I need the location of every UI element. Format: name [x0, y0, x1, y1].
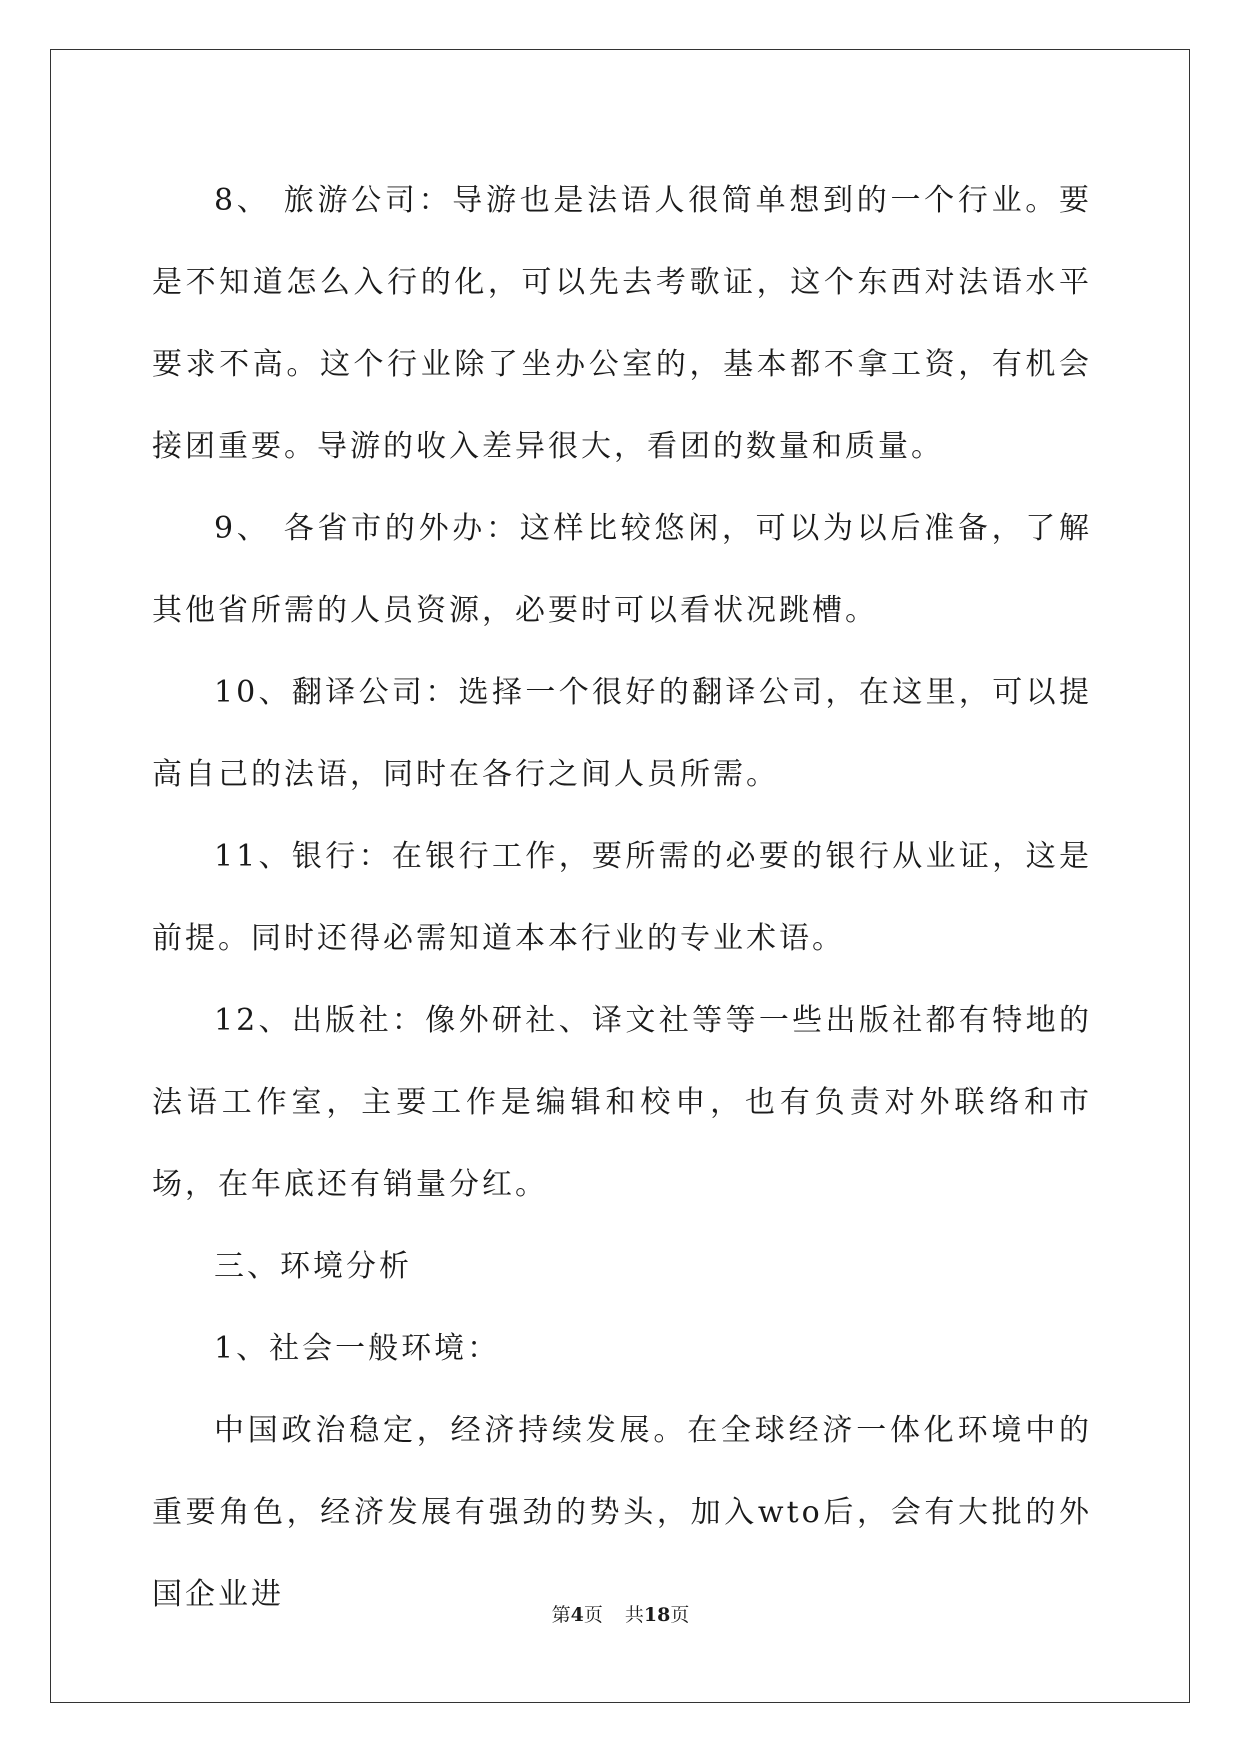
footer-total-suffix: 页: [670, 1604, 690, 1626]
footer-page-suffix: 页: [583, 1604, 603, 1626]
paragraph-publisher: 12、出版社：像外研社、译文社等等一些出版社都有特地的法语工作室，主要工作是编辑和校申，也有负责对外联络和市场，在年底还有销量分红。: [152, 1003, 1092, 1202]
footer-total-prefix: 共: [624, 1604, 644, 1626]
paragraph-travel-agency: 8、 旅游公司：导游也是法语人很简单想到的一个行业。要是不知道怎么入行的化，可以先去考歌证，这个东西对法语水平要求不高。这个行业除了坐办公室的，基本都不拿工资，有机会接团重要。导游的收入差异很大，看团的数量和质量。: [152, 183, 1092, 464]
footer-page-number: 4: [570, 1604, 584, 1626]
paragraph-bank: 11、银行：在银行工作，要所需的必要的银行从业证，这是前提。同时还得必需知道本本行业的专业术语。: [152, 839, 1092, 956]
page-footer: [0, 1600, 1241, 1627]
footer-total-number: 18: [643, 1604, 671, 1626]
document-body: [152, 160, 1092, 1636]
paragraph-translation-company: 10、翻译公司：选择一个很好的翻译公司，在这里，可以提高自己的法语，同时在各行之间人员所需。: [152, 675, 1092, 792]
subheading-social-environment: 1、社会一般环境：: [214, 1331, 501, 1366]
paragraph-foreign-affairs-office: 9、 各省市的外办：这样比较悠闲，可以为以后准备，了解其他省所需的人员资源，必要时可以看状况跳槽。: [152, 511, 1092, 628]
footer-page-prefix: 第: [551, 1604, 571, 1626]
paragraph-china-economy: 中国政治稳定，经济持续发展。在全球经济一体化环境中的重要角色，经济发展有强劲的势头，加入wto后，会有大批的外国企业进: [152, 1413, 1092, 1612]
section-heading-environment-analysis: 三、环境分析: [214, 1249, 412, 1284]
